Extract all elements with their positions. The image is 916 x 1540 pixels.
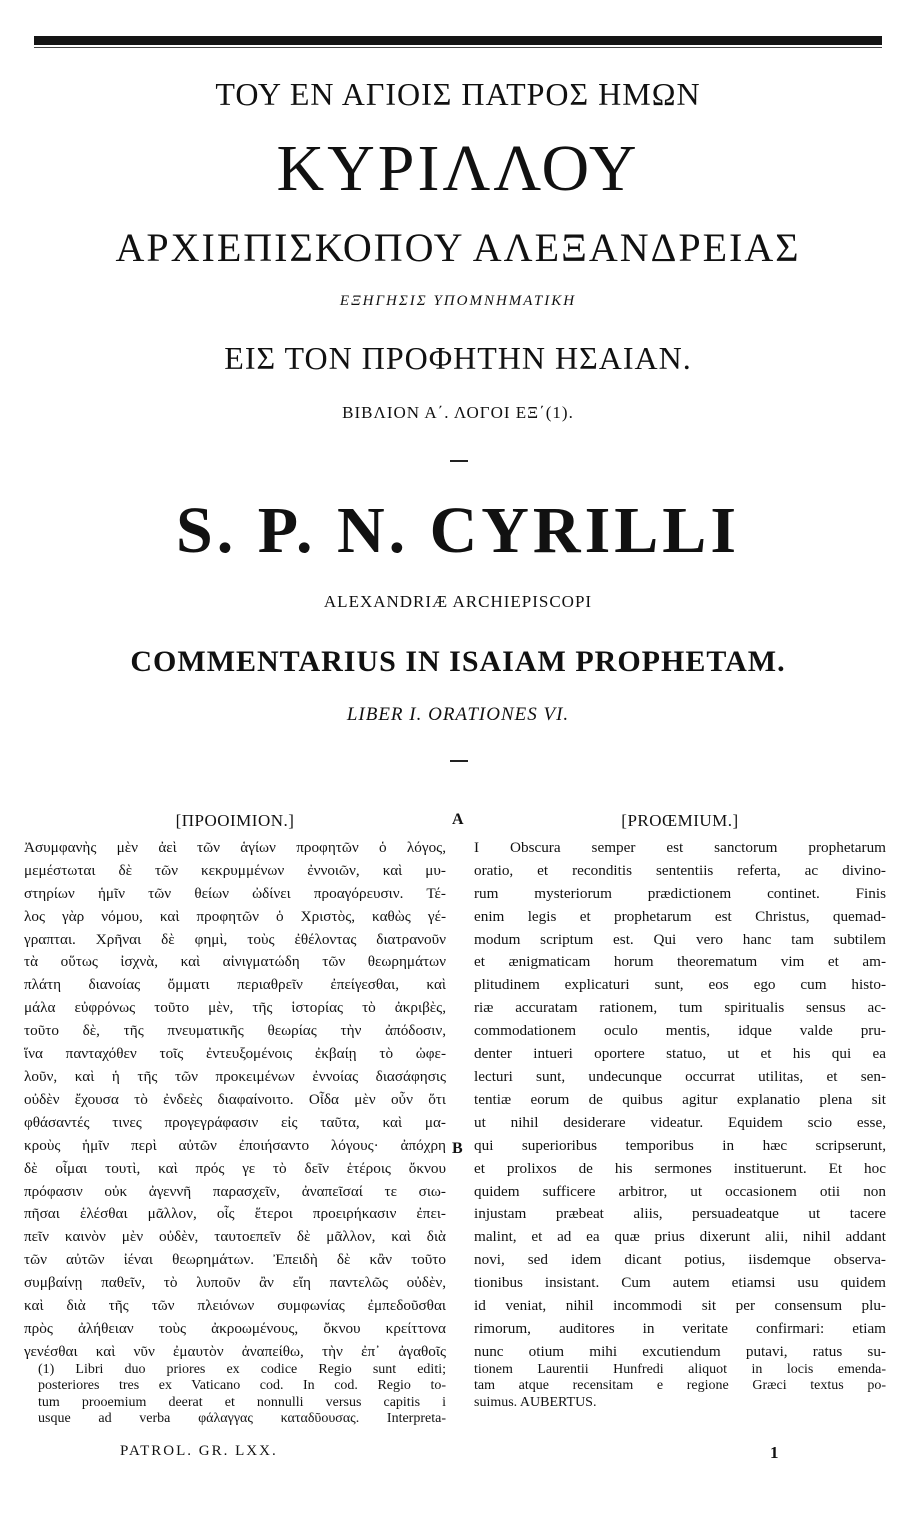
footnote-line: tam atque recensitam e regione Græci textus po- bbox=[474, 1378, 886, 1394]
greek-text-line: τοῦτο δὲ, τῆς πνευματικῆς θεωρίας τὴν ἀπόδοσιν, bbox=[24, 1022, 446, 1040]
latin-text-line: commodationem oculo mentis, idque valde pru- bbox=[474, 1022, 886, 1040]
greek-text-line: στηρίων ἡμῖν τῶν θείων ὠδίνει προαγόρευσιν. Τέ- bbox=[24, 884, 446, 902]
latin-text-line: modum scriptum est. Qui vero hanc tam subtilem bbox=[474, 930, 886, 948]
greek-text-line: πλάτη διανοίας ὄμματι περιαθρεῖν ἐπείγεσθαι, καὶ bbox=[24, 976, 446, 994]
greek-text-line: μάλα εὐφρόνως τοῦτο μὲν, τῆς ἱστορίας τὸ ἀκριβὲς, bbox=[24, 999, 446, 1017]
greek-title-line-1: ΤΟΥ ΕΝ ΑΓΙΟΙΣ ΠΑΤΡΟΣ ΗΜΩΝ bbox=[215, 76, 701, 112]
latin-text-line: quidem sufficere arbitror, ut occasionem otii non bbox=[474, 1182, 886, 1200]
greek-text-line: πρὸς ἀλήθειαν τοὺς ἀκροωμένους, ὄκνου κρείττονα bbox=[24, 1319, 446, 1337]
greek-text-line: τὰ οὕτως ἰσχνὰ, καὶ αἰνιγματώδη τῶν θεωρημάτων bbox=[24, 953, 446, 971]
footnote-line: suimus. AUBERTUS. bbox=[474, 1394, 597, 1410]
greek-column bbox=[24, 810, 446, 1364]
greek-title-line-3: ΑΡΧΙΕΠΙΣΚΟΠΟΥ ΑΛΕΞΑΝΔΡΕΙΑΣ bbox=[115, 225, 801, 270]
latin-text-line: rum mysteriorum prædictionem continet. Finis bbox=[474, 884, 886, 902]
latin-text-line: tentiæ eorum de quibus agitur explanatio plena sit bbox=[474, 1090, 886, 1108]
footnote-line: tionem Laurentii Hunfredi aliquot in locis emenda- bbox=[474, 1362, 886, 1377]
latin-text-line: I Obscura semper est sanctorum prophetarum bbox=[474, 838, 886, 856]
latin-text-line: injustam præbeat aliis, persuadeatque ut tacere bbox=[474, 1205, 886, 1223]
footnote-line: posteriores tres ex Vaticano cod. In cod. Regio to- bbox=[38, 1378, 446, 1394]
footnote-line: usque ad verba φάλαγγας καταδῦουσας. Interpreta- bbox=[38, 1410, 446, 1426]
signature-mark: PATROL. GR. LXX. bbox=[120, 1443, 278, 1459]
latin-column bbox=[474, 810, 886, 1364]
greek-title-line-5: ΕΙΣ ΤΟΝ ΠΡΟΦΗΤΗΝ ΗΣΑΙΑΝ. bbox=[224, 340, 692, 376]
latin-text-line: id veniat, nihil incommodi sit per consensum plu- bbox=[474, 1297, 886, 1315]
greek-text-line: λος γὰρ νόμου, καὶ προφητῶν ὁ Χριστὸς, καθὼς γέ- bbox=[24, 907, 446, 925]
greek-column-heading: [ΠΡΟΟΙΜΙΟΝ.] bbox=[175, 811, 295, 830]
latin-text-line: tionibus insistant. Cum autem etiamsi usu quidem bbox=[474, 1274, 886, 1292]
greek-text-line: πρόφασιν οὐκ ἀγεννῆ παρασχεῖν, ἀναπεῖσαί τε σιω- bbox=[24, 1182, 446, 1200]
greek-text-line: κροὺς ἡμῖν περὶ αὐτῶν ἐποιήσαντο λόγους· ἀπόχρη bbox=[24, 1136, 446, 1154]
latin-text-line: et prolixos de his sermones instituerunt. Et hoc bbox=[474, 1159, 886, 1177]
title-divider-1 bbox=[450, 460, 468, 462]
greek-text-line: μεμέστωται δὲ τῶν κεκρυμμένων ἐννοιῶν, καὶ μυ- bbox=[24, 861, 446, 879]
latin-text-line: lecturi sunt, undecunque occurrat utilitas, et sen- bbox=[474, 1067, 886, 1085]
latin-title-author: S. P. N. CYRILLI bbox=[175, 494, 741, 567]
greek-title-author: ΚΥΡΙΛΛΟΥ bbox=[276, 132, 640, 205]
greek-title-line-6: ΒΙΒΛΙΟΝ Α΄. ΛΟΓΟΙ ΕΞ΄(1). bbox=[342, 403, 574, 422]
footnote-right bbox=[474, 1362, 886, 1411]
latin-text-line: malint, et ad ea quæ prius dixerunt alii, nihil addant bbox=[474, 1228, 886, 1246]
greek-text-line: ἵνα πανταχόθεν τοῖς ἐντευξομένοις ἐκβαίῃ τὸ ὠφε- bbox=[24, 1045, 446, 1063]
greek-text-line: γενέσθαι καὶ νῦν ἐμαυτὸν ἀναπείθω, τὴν ἐπ᾽ ἀγαθοῖς bbox=[24, 1342, 446, 1360]
latin-text-line: rimorum, auditores in veritate confirmari: etiam bbox=[474, 1319, 886, 1337]
latin-column-heading: [PROŒMIUM.] bbox=[621, 811, 739, 830]
greek-text-line: Ἀσυμφανὴς μὲν ἀεὶ τῶν ἁγίων προφητῶν ὁ λόγος, bbox=[24, 838, 446, 856]
footnote-line: (1) Libri duo priores ex codice Regio sunt editi; bbox=[38, 1362, 446, 1377]
greek-text-line: λοῦν, καὶ ἡ τῆς τῶν προκειμένων ἐννοίας διασάφησις bbox=[24, 1067, 446, 1085]
greek-text-line: δὲ οἶμαι τουτὶ, καὶ πρός γε τὸ δεῖν ἑτέροις ὄκνου bbox=[24, 1159, 446, 1177]
latin-text-line: qui superioribus temporibus in hæc scripserunt, bbox=[474, 1136, 886, 1154]
latin-text-line: et ænigmaticam horum theorematum vim et am- bbox=[474, 953, 886, 971]
latin-text-line: novi, sed idem dicant potius, iisdemque observa- bbox=[474, 1251, 886, 1269]
latin-title-line-3: COMMENTARIUS IN ISAIAM PROPHETAM. bbox=[130, 645, 786, 678]
latin-text-line: oratio, et reconditis sententiis referta, ac divino- bbox=[474, 861, 886, 879]
greek-title-line-4: ΕΞΗΓΗΣΙΣ ΥΠΟΜΝΗΜΑΤΙΚΗ bbox=[339, 293, 577, 309]
page-number: 1 bbox=[770, 1443, 779, 1462]
margin-letter-b: B bbox=[452, 1140, 463, 1157]
latin-text-line: nunc otium mihi excutiendum putavi, ratus su- bbox=[474, 1342, 886, 1360]
latin-title-line-2: ALEXANDRIÆ ARCHIEPISCOPI bbox=[323, 592, 593, 611]
footnote-left bbox=[38, 1362, 446, 1427]
latin-text-line: riæ accuratam rationem, tum spiritualis sensus ac- bbox=[474, 999, 886, 1017]
footnote-line: tum prooemium deerat et nonnulli versus capitis i bbox=[38, 1394, 446, 1410]
greek-text-line: γραπται. Χρῆναι δὲ φημὶ, τοὺς ἐθέλοντας διατρανοῦν bbox=[24, 930, 446, 948]
greek-text-line: οὐδὲν ἔχουσα τὸ ἐνδεὲς διαφαίνοιτο. Οἶδα μὲν οὖν ὅτι bbox=[24, 1090, 446, 1108]
latin-text-line: plitudinem explicaturi sunt, eos ego cum histo- bbox=[474, 976, 886, 994]
top-rule bbox=[34, 36, 882, 45]
greek-text-line: καὶ διὰ τῆς τῶν πλειόνων συμφωνίας ἐμπεδοῦσθαι bbox=[24, 1297, 446, 1315]
greek-text-line: τῶν αὐτῶν ἰέναι θεωρημάτων. Ἐπειδὴ δὲ κἂν τοῦτο bbox=[24, 1251, 446, 1269]
greek-text-line: συμβαίνῃ παθεῖν, τὸ λυποῦν ἂν εἴη παντελῶς οὐδὲν, bbox=[24, 1274, 446, 1292]
greek-column-text bbox=[24, 837, 446, 1364]
latin-text-line: ut nihil desiderare videatur. Equidem scio esse, bbox=[474, 1113, 886, 1131]
margin-letter-a: A bbox=[452, 811, 464, 828]
top-rule-thin bbox=[34, 47, 882, 48]
latin-title-line-4: LIBER I. ORATIONES VI. bbox=[346, 704, 570, 725]
latin-column-text bbox=[474, 837, 886, 1364]
latin-text-line: denter intueri oportere statuo, ut et his qui ea bbox=[474, 1045, 886, 1063]
greek-text-line: πῆσαι ἑλέσθαι μᾶλλον, οἷς ἕτεροι προειρήκασιν ἐπει- bbox=[24, 1205, 446, 1223]
latin-text-line: enim legis et prophetarum est Christus, quemad- bbox=[474, 907, 886, 925]
greek-text-line: πεῖν καινὸν μὲν οὐδὲν, ταυτοεπεῖν δὲ μᾶλλον, καὶ διὰ bbox=[24, 1228, 446, 1246]
greek-text-line: φθάσαντές τινες προγεγράφασιν εἰς ταῦτα, καὶ μα- bbox=[24, 1113, 446, 1131]
title-divider-2 bbox=[450, 760, 468, 762]
